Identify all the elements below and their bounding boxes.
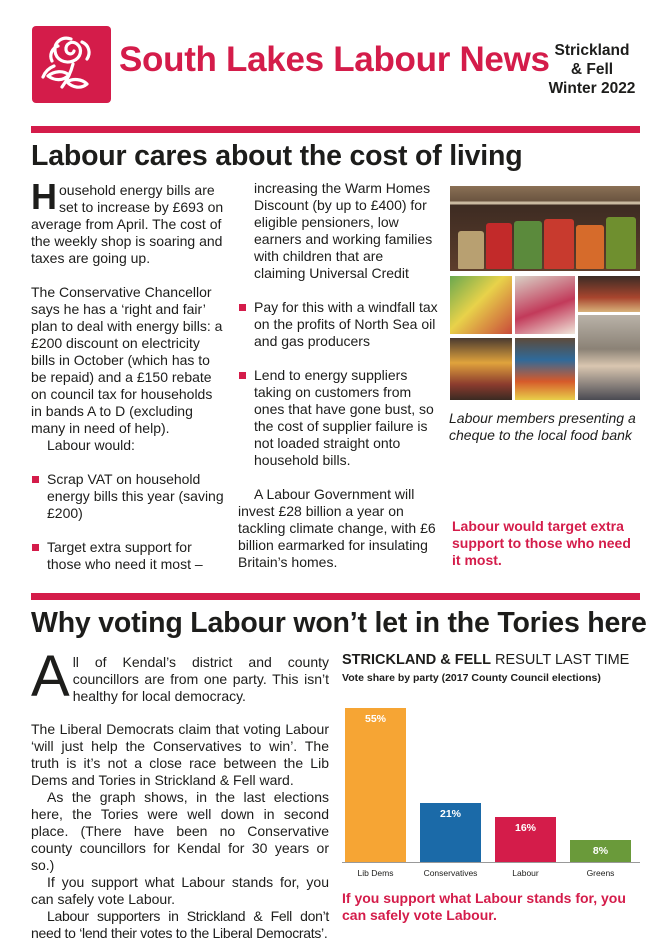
chart-bar-value-label: 8% [592,845,609,857]
chart-bar-value-label: 55% [364,713,386,725]
food-items-photo-3 [578,276,640,312]
article1-intro [31,176,227,267]
masthead-title: South Lakes Labour News [119,40,550,79]
chart-title-bold: STRICKLAND & FELL [342,652,492,668]
chart-bar-value-label: 16% [514,822,536,834]
article2-lead [31,644,329,709]
article2-callout: If you support what Labour stands for, you can safely vote Labour. [342,890,626,923]
article1-bullet-2-continued: increasing the Warm Homes Discount (by up to £400) for eligible pensioners, low earners and working families with children that are claiming Universal Credit [254,180,433,281]
photo-caption: Labour members presenting a cheque to the local food bank [449,410,636,443]
article2-paragraph-4: Labour supporters in Strickland & Fell don’t need to ‘lend their votes to the Liberal Democrats’. [31,908,329,941]
vote-share-bar-chart [342,700,640,878]
chart-bar-greens [570,840,631,862]
article1-callout: Labour would target extra support to those who need it most. [452,518,631,568]
article1-intro-text: ousehold energy bills are set to increase by £693 on average from April. The cost of the weekly shop is soaring and taxes are going up. [31,182,224,266]
section-rule-middle [31,593,640,600]
chart-subtitle: Vote share by party (2017 County Council elections) [342,672,601,684]
chart-bar-labour [495,817,556,862]
article2-paragraph-1: The Liberal Democrats claim that voting Labour ‘will just help the Conservatives to win’. The truth is it’s not a close race between the Lib Dems and Tories in Strickland & Fell ward. [31,721,329,788]
food-items-photo-1 [450,276,512,334]
article2-lead-text: ll of Kendal’s district and county councillors are from one party. This isn’t healthy for local democracy. [72,654,329,704]
article1-headline: Labour cares about the cost of living [31,140,523,172]
article1-labour-would: Labour would: [47,437,135,453]
rose-icon [32,26,111,103]
article1-bullet-3: Pay for this with a windfall tax on the profits of North Sea oil and gas producers [238,299,438,350]
chart-category-label: Lib Dems [357,868,394,878]
food-bank-shelf-photo [450,186,640,271]
article1-chancellor-paragraph: The Conservative Chancellor says he has a ‘right and fair’ plan to deal with energy bills: a £200 discount on electricity bills in October (which has to be repaid) and a £150 rebate on council tax for households in bands A to D (excluding many in need of help). [31,284,223,436]
chart-title [342,652,629,668]
chart-title-rest: RESULT LAST TIME [491,652,630,668]
edition-info [536,41,648,98]
dropcap-h: H [31,176,57,217]
article1-bullet-4: Lend to energy suppliers taking on customers from ones that have gone bust, so the cost of supplier failure is not loaded straight onto household bills. [238,367,438,469]
chart-category-label: Labour [512,868,539,878]
article2-paragraph-2: As the graph shows, in the last elections here, the Tories were well down in second place. (There have been no Conservative county councillors for Kendal for 30 years or so.) [31,789,329,873]
chart-category-label: Greens [586,868,615,878]
article1-bullet-1: Scrap VAT on household energy bills this year (saving £200) [31,471,227,522]
article2-headline: Why voting Labour won’t let in the Tories here [31,607,647,639]
edition-area: Strickland [554,42,630,59]
rose-logo [32,26,111,103]
article1-column-2 [238,180,438,571]
article1-column-1 [31,176,227,573]
chart-category-label: Conservatives [423,868,478,878]
article1-bullet-2: Target extra support for those who need it most – [31,539,227,573]
edition-ward: & Fell [570,61,614,78]
article1-closing: A Labour Government will invest £28 billion a year on tackling climate change, with £6 billion earmarked for insulating Britain’s homes. [238,486,436,570]
cheque-presentation-photo [578,315,640,400]
food-items-photo-5 [515,338,575,400]
chart-baseline [342,862,640,863]
chart-bar-lib-dems [345,708,406,862]
section-rule-top [31,126,640,133]
edition-season: Winter 2022 [548,80,636,97]
chart-bar-value-label: 21% [439,808,461,820]
food-items-photo-2 [515,276,575,334]
dropcap-a: A [31,644,70,709]
food-items-photo-4 [450,338,512,400]
article2-paragraph-3: If you support what Labour stands for, you can safely vote Labour. [31,874,329,907]
article2-column [31,644,329,942]
chart-bar-conservatives [420,803,481,862]
